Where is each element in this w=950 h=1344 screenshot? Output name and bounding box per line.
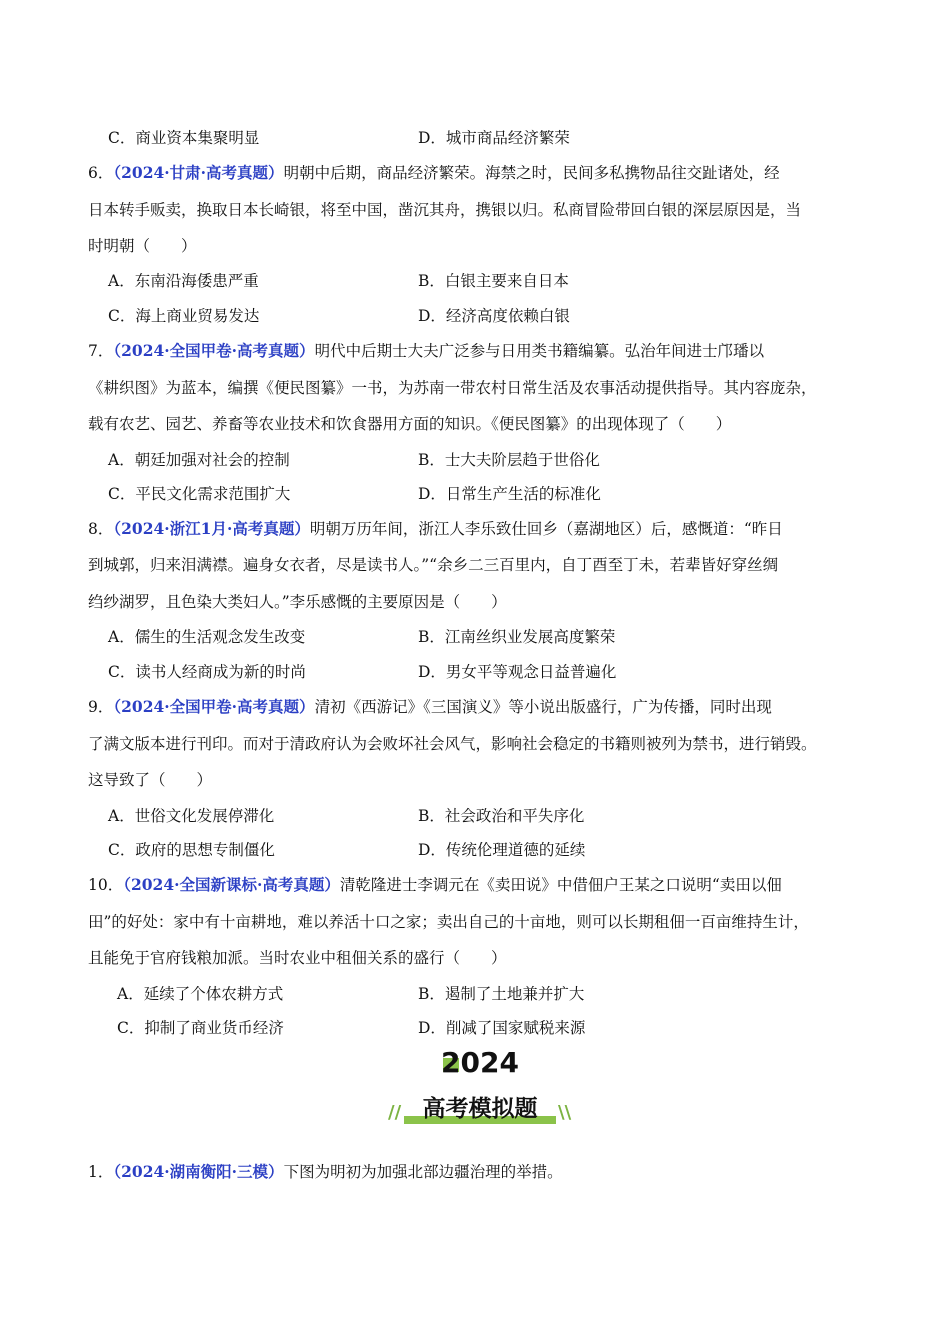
q9-source-tag: （2024·全国甲卷·高考真题）	[113, 697, 315, 716]
q9-number: 9．	[88, 698, 114, 716]
q7-option-d: D．日常生产生活的标准化	[418, 485, 601, 503]
q10-stem-line1	[88, 875, 782, 895]
q7-option-a: A．朝廷加强对社会的控制	[108, 451, 290, 469]
q7-stem-line3: 载有农艺、园艺、养畜等农业技术和饮食器用方面的知识。《便民图纂》的出现体现了（ ）	[88, 415, 732, 433]
q7-number: 7．	[88, 342, 114, 360]
q9-stem-line2: 了满文版本进行刊印。而对于清政府认为会败坏社会风气，影响社会稳定的书籍则被列为禁书，进行销毁。	[88, 735, 817, 753]
q7-option-b: B．士大夫阶层趋于世俗化	[418, 451, 600, 469]
q5-option-c: C．商业资本集聚明显	[108, 129, 260, 147]
q6-stem-line2: 日本转手贩卖，换取日本长崎银，将至中国，凿沉其舟，携银以归。私商冒险带回白银的深层原因是，当	[88, 201, 802, 219]
q8-option-b: B．江南丝织业发展高度繁荣	[418, 628, 616, 646]
q6-number: 6．	[88, 164, 114, 182]
s1-text: 下图为明初为加强北部边疆治理的举措。	[283, 1163, 563, 1181]
s1-source-tag: （2024·湖南衡阳·三模）	[113, 1162, 284, 1181]
s1-stem-line1	[88, 1162, 563, 1182]
q10-stem-line3: 且能免于官府钱粮加派。当时农业中租佃关系的盛行（ ）	[88, 949, 507, 967]
q6-stem-line1	[88, 163, 780, 183]
q10-text: 清乾隆进士李调元在《卖田说》中借佃户王某之口说明“卖田以佃	[339, 876, 782, 894]
q10-option-b: B．遏制了土地兼并扩大	[418, 985, 585, 1003]
q9-stem-line3: 这导致了（ ）	[88, 771, 213, 789]
q9-text: 清初《西游记》《三国演义》等小说出版盛行，广为传播，同时出现	[314, 698, 772, 716]
q6-source-tag: （2024·甘肃·高考真题）	[113, 163, 284, 182]
q6-option-d: D．经济高度依赖白银	[418, 307, 570, 325]
q7-text: 明代中后期士大夫广泛参与日用类书籍编纂。弘治年间进士邝璠以	[314, 342, 765, 360]
q9-option-b: B．社会政治和平失序化	[418, 807, 585, 825]
banner-right-slash-icon: \\	[558, 1102, 572, 1123]
q10-number: 10．	[88, 876, 124, 894]
q8-option-a: A．儒生的生活观念发生改变	[108, 628, 306, 646]
q7-stem-line2: 《耕织图》为蓝本，编撰《便民图纂》一书，为苏南一带农村日常生活及农事活动提供指导。其内容庞杂，	[88, 379, 817, 397]
s1-number: 1．	[88, 1163, 114, 1181]
q6-option-a: A．东南沿海倭患严重	[108, 272, 259, 290]
q9-option-d: D．传统伦理道德的延续	[418, 841, 586, 859]
q6-option-b: B．白银主要来自日本	[418, 272, 569, 290]
q10-option-a: A．延续了个体农耕方式	[117, 985, 284, 1003]
q5-option-d: D．城市商品经济繁荣	[418, 129, 570, 147]
q9-option-c: C．政府的思想专制僵化	[108, 841, 275, 859]
banner-title: 高考模拟题	[422, 1096, 538, 1122]
q8-option-d: D．男女平等观念日益普遍化	[418, 663, 617, 681]
q8-text: 明朝万历年间，浙江人李乐致仕回乡（嘉湖地区）后，感慨道：“昨日	[309, 520, 783, 538]
q6-option-c: C．海上商业贸易发达	[108, 307, 260, 325]
q6-stem-line3: 时明朝（ ）	[88, 237, 197, 255]
q8-number: 8．	[88, 520, 114, 538]
q10-option-c: C．抑制了商业货币经济	[117, 1019, 284, 1037]
q8-stem-line3: 绉纱湖罗，且色染大类妇人。”李乐感慨的主要原因是（ ）	[88, 593, 507, 611]
q7-source-tag: （2024·全国甲卷·高考真题）	[113, 341, 315, 360]
banner-year: 2024	[441, 1046, 519, 1079]
q8-source-tag: （2024·浙江1月·高考真题）	[113, 519, 310, 538]
q10-source-tag: （2024·全国新课标·高考真题）	[123, 875, 340, 894]
q8-stem-line1	[88, 519, 783, 539]
q10-stem-line2: 田”的好处：家中有十亩耕地，难以养活十口之家；卖出自己的十亩地，则可以长期租佃一百亩维持生计，	[88, 913, 809, 931]
q7-stem-line1	[88, 341, 764, 361]
q9-stem-line1	[88, 697, 772, 717]
q7-option-c: C．平民文化需求范围扩大	[108, 485, 291, 503]
q9-option-a: A．世俗文化发展停滞化	[108, 807, 275, 825]
banner-left-slash-icon: //	[388, 1102, 402, 1123]
q10-option-d: D．削减了国家赋税来源	[418, 1019, 586, 1037]
q8-stem-line2: 到城郭，归来泪满襟。遍身女衣者，尽是读书人。”“余乡二三百里内，自丁酉至丁未，若辈皆好穿丝绸	[88, 556, 779, 574]
q8-option-c: C．读书人经商成为新的时尚	[108, 663, 306, 681]
q6-text: 明朝中后期，商品经济繁荣。海禁之时，民间多私携物品往交趾诸处，经	[283, 164, 780, 182]
section-banner	[390, 1046, 570, 1126]
